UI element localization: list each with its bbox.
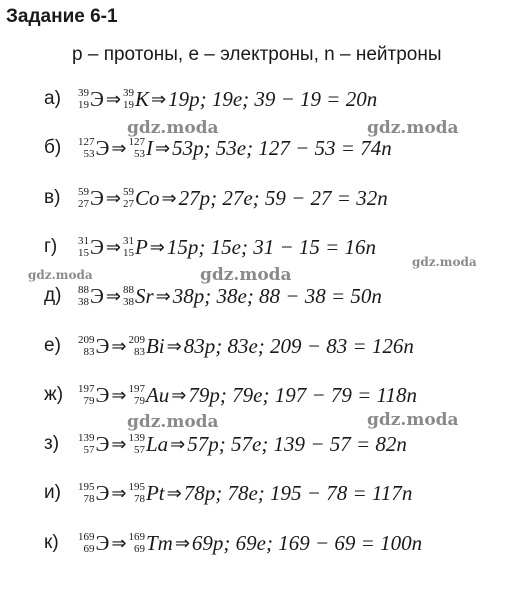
answer-row (0, 427, 518, 461)
mass-number: 127 (128, 136, 145, 148)
particle-calculation: 78p; 78e; 195 − 78 = 117n (183, 480, 413, 505)
implies-arrow-icon: ⇒ (150, 88, 167, 110)
nuclide-numbers (78, 334, 95, 358)
mass-number: 39 (78, 87, 89, 99)
element-prefix: Э (95, 480, 110, 505)
particle-calculation: 79p; 79e; 197 − 79 = 118n (188, 382, 417, 407)
element-symbol: I (145, 135, 153, 160)
implies-arrow-icon: ⇒ (174, 532, 190, 554)
nuclide-numbers (123, 87, 134, 111)
implies-arrow-icon: ⇒ (111, 433, 127, 455)
watermark: gdz.moda (127, 412, 219, 432)
watermark: gdz.moda (127, 118, 219, 138)
element-prefix: Э (95, 431, 110, 456)
mass-number: 195 (128, 481, 145, 493)
element-symbol: P (134, 234, 148, 259)
watermark: gdz.moda (367, 410, 459, 430)
answer-row (0, 329, 518, 363)
implies-arrow-icon: ⇒ (111, 532, 127, 554)
element-symbol: Co (134, 185, 160, 210)
mass-number: 31 (78, 235, 89, 247)
particle-calculation: 38p; 38e; 88 − 38 = 50n (172, 283, 382, 308)
particle-calculation: 27p; 27e; 59 − 27 = 32n (178, 185, 388, 210)
implies-arrow-icon: ⇒ (105, 236, 121, 258)
implies-arrow-icon: ⇒ (161, 187, 177, 209)
implies-arrow-icon: ⇒ (111, 384, 127, 406)
atomic-number: 38 (122, 296, 134, 308)
element-symbol: La (145, 431, 169, 456)
mass-number: 88 (78, 284, 89, 296)
atomic-number: 57 (133, 444, 145, 456)
mass-number: 31 (122, 235, 134, 247)
nuclide-numbers (78, 235, 89, 259)
implies-arrow-icon: ⇒ (166, 335, 182, 357)
atomic-number: 78 (133, 493, 145, 505)
watermark: gdz.moda (412, 255, 477, 269)
nuclide-numbers (128, 136, 145, 160)
nuclide-numbers (78, 284, 89, 308)
mass-number: 139 (128, 432, 145, 444)
atomic-number: 27 (122, 198, 134, 210)
atomic-number: 79 (133, 395, 145, 407)
watermark: gdz.moda (367, 118, 459, 138)
atomic-number: 78 (83, 493, 95, 505)
answer-row (0, 476, 518, 510)
atomic-number: 83 (133, 346, 145, 358)
row-formula (78, 329, 414, 363)
row-letter: к) (44, 532, 59, 553)
implies-arrow-icon: ⇒ (166, 482, 182, 504)
mass-number: 39 (122, 87, 134, 99)
nuclide-numbers (128, 432, 145, 456)
particle-calculation: 83p; 83e; 209 − 83 = 126n (183, 333, 414, 358)
page-title: Задание 6-1 (6, 6, 118, 27)
atomic-number: 38 (78, 296, 89, 308)
row-letter: е) (44, 335, 61, 356)
element-symbol: Pt (145, 480, 165, 505)
implies-arrow-icon: ⇒ (154, 137, 171, 159)
implies-arrow-icon: ⇒ (105, 187, 121, 209)
mass-number: 139 (78, 432, 95, 444)
nuclide-numbers (78, 432, 95, 456)
element-prefix: Э (95, 530, 110, 555)
implies-arrow-icon: ⇒ (149, 236, 165, 258)
nuclide-numbers (78, 87, 89, 111)
answer-row (0, 378, 518, 412)
element-symbol: Tm (145, 530, 173, 555)
row-formula (78, 378, 417, 412)
element-symbol: Bi (145, 333, 165, 358)
mass-number: 195 (78, 481, 95, 493)
row-letter: б) (44, 137, 62, 158)
mass-number: 169 (78, 531, 95, 543)
particle-calculation: 19p; 19e; 39 − 19 = 20n (168, 86, 378, 111)
row-formula (78, 131, 392, 165)
row-letter: в) (44, 187, 61, 208)
element-prefix: Э (95, 333, 110, 358)
answer-row (0, 526, 518, 560)
implies-arrow-icon: ⇒ (111, 137, 127, 159)
mass-number: 209 (128, 334, 145, 346)
implies-arrow-icon: ⇒ (155, 285, 171, 307)
nuclide-numbers (78, 186, 89, 210)
nuclide-numbers (128, 531, 145, 555)
nuclide-numbers (123, 284, 134, 308)
element-prefix: Э (95, 382, 110, 407)
row-formula (78, 82, 377, 116)
mass-number: 88 (122, 284, 134, 296)
atomic-number: 19 (78, 99, 89, 111)
nuclide-numbers (123, 186, 134, 210)
mass-number: 59 (78, 186, 89, 198)
row-letter: а) (44, 88, 61, 109)
particle-calculation: 53p; 53e; 127 − 53 = 74n (172, 135, 392, 160)
row-formula (78, 181, 388, 215)
nuclide-numbers (123, 235, 134, 259)
nuclide-numbers (128, 334, 145, 358)
atomic-number: 27 (78, 198, 89, 210)
answer-row (0, 82, 518, 116)
mass-number: 197 (128, 383, 145, 395)
implies-arrow-icon: ⇒ (105, 88, 121, 110)
legend-line: p – протоны, e – электроны, n – нейтроны (72, 44, 442, 65)
row-letter: и) (44, 482, 61, 503)
mass-number: 197 (78, 383, 95, 395)
element-symbol: Sr (134, 283, 154, 308)
row-formula (78, 230, 376, 264)
nuclide-numbers (78, 383, 95, 407)
atomic-number: 69 (83, 543, 95, 555)
element-prefix: Э (90, 234, 104, 259)
implies-arrow-icon: ⇒ (105, 285, 121, 307)
row-formula (78, 476, 412, 510)
particle-calculation: 69p; 69e; 169 − 69 = 100n (191, 530, 423, 555)
atomic-number: 19 (122, 99, 134, 111)
implies-arrow-icon: ⇒ (171, 384, 187, 406)
implies-arrow-icon: ⇒ (170, 433, 186, 455)
element-symbol: Au (145, 382, 170, 407)
implies-arrow-icon: ⇒ (111, 482, 127, 504)
atomic-number: 79 (83, 395, 95, 407)
atomic-number: 15 (78, 247, 89, 259)
atomic-number: 53 (83, 148, 95, 160)
atomic-number: 15 (122, 247, 134, 259)
row-letter: з) (44, 433, 60, 454)
row-letter: г) (44, 236, 58, 257)
mass-number: 169 (128, 531, 145, 543)
row-formula (78, 427, 407, 461)
nuclide-numbers (128, 383, 145, 407)
particle-calculation: 15p; 15e; 31 − 15 = 16n (166, 234, 377, 259)
nuclide-numbers (78, 481, 95, 505)
nuclide-numbers (78, 531, 95, 555)
watermark: gdz.moda (200, 265, 292, 285)
watermark: gdz.moda (28, 268, 93, 282)
element-prefix: Э (90, 185, 104, 210)
row-letter: д) (44, 285, 62, 306)
atomic-number: 83 (83, 346, 95, 358)
atomic-number: 53 (133, 148, 145, 160)
atomic-number: 69 (133, 543, 145, 555)
row-formula (78, 526, 422, 560)
element-prefix: Э (90, 86, 104, 111)
mass-number: 127 (78, 136, 95, 148)
mass-number: 59 (122, 186, 134, 198)
particle-calculation: 57p; 57e; 139 − 57 = 82n (187, 431, 407, 456)
nuclide-numbers (78, 136, 95, 160)
element-prefix: Э (95, 135, 110, 160)
implies-arrow-icon: ⇒ (111, 335, 127, 357)
row-letter: ж) (44, 384, 64, 405)
element-symbol: K (134, 86, 149, 111)
answer-row (0, 181, 518, 215)
mass-number: 209 (78, 334, 95, 346)
nuclide-numbers (128, 481, 145, 505)
atomic-number: 57 (83, 444, 95, 456)
element-prefix: Э (90, 283, 104, 308)
